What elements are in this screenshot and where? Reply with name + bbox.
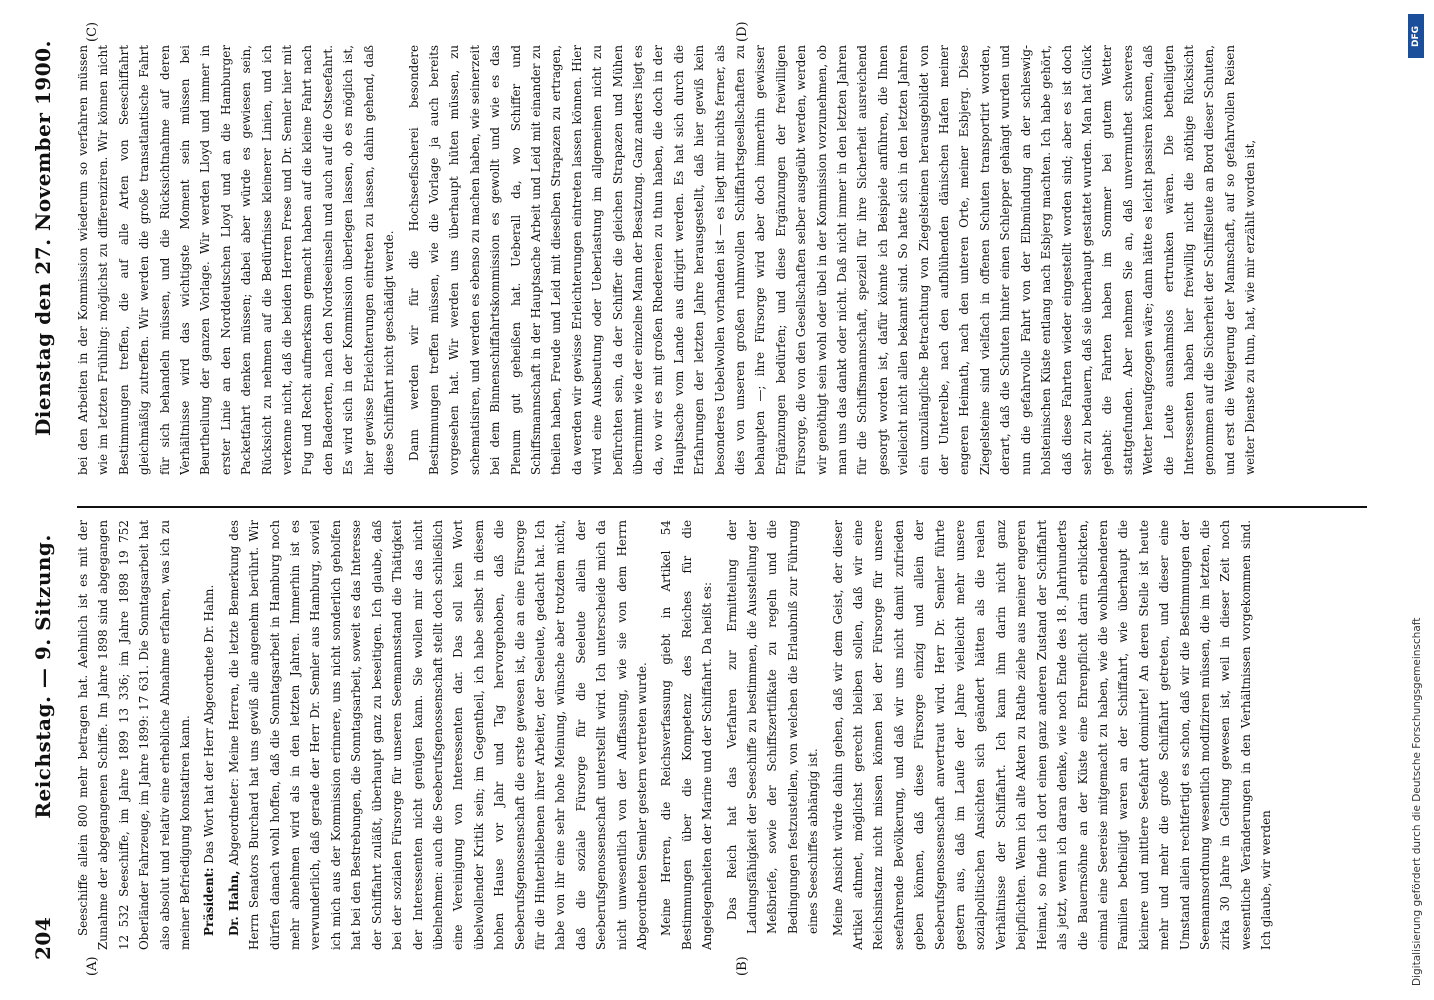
- digitization-credit: Digitalisierung gefördert durch die Deutsche Forschungsgemeinschaft: [1411, 617, 1423, 986]
- column-divider: [77, 506, 1367, 508]
- page-number: 204: [31, 916, 55, 960]
- dfg-logo: DFG: [1408, 14, 1424, 58]
- speaker-paragraph: [199, 520, 219, 950]
- paragraph: bei den Arbeiten in der Kommission wiederum so verfahren müssen wie im letzten Frühling: möglichst zu differenziren. Wir können nicht Bestimmungen treffen, die auf alle Arten von Seeschiffahrt gleichmäßig zutreffen. Wir werden die große transatlantische Fahrt für sich behandeln müssen, und die Rücksichtnahme auf deren Verhältnisse wird das wichtigste Moment sein müssen bei Beurtheilung der ganzen Vorlage. Wir werden Lloyd und immer in erster Linie an den Norddeutschen Lloyd und an die Hamburger Packetfahrt denken müssen; dabei aber würde es gewiesen sein, Rücksicht zu nehmen auf die Bedürfnisse kleinerer Linien, und ich verkenne nicht, daß die beiden Herren Frese und Dr. Semler hier mit Fug und Recht aufmerksam gemacht haben auf die kleine Fahrt nach den Badeorten, nach den Nordseeinseln und auch auf die Ostseefahrt. Es wird sich in der Kommission überlegen lassen, ob es möglich ist, hier gewisse Erleichterungen eintreten zu lassen, dahin gehend, daß diese Schiffahrt nicht geschädigt werde.: [76, 45, 397, 475]
- left-column: [73, 520, 1373, 950]
- speaker-name: Präsident:: [202, 867, 217, 936]
- margin-marker-b: (B): [735, 956, 750, 976]
- margin-marker-d: (D): [735, 21, 750, 42]
- speaker-name: Dr. Hahn,: [226, 870, 241, 936]
- paragraph: Dann werden wir für die Hochseefischerei besondere Bestimmungen treffen müssen, wie die Vorlage ja auch bereits vorgesehen hat. Wir werden uns überhaupt hüten müssen, zu schematisiren, und werden es ebenso zu machen haben, wie seinerzeit bei dem Binnenschiffahrtskommission es gewollt und wie es das Plenum gut geheißen hat. Ueberall da, wo Schiffer und Schiffsmannschaft in der Hauptsache Arbeit und Leid mit einander zu theilen haben, Freude und Leid mit dieselben Strapazen zu ertragen, da werden wir gewisse Erleichterungen eintreten lassen können. Hier wird eine Ausbeutung oder Ueberlastung im allgemeinen nicht zu befürchten sein, da der Schiffer die gleichen Strapazen und Mühen übernimmt wie der einzelne Mann der Besatzung. Ganz anders liegt es da, wo wir es mit großen Rhedereien zu thun haben, die doch in der Hauptsache vom Lande aus dirigirt werden. Es hat sich durch die Erfahrungen der letzten Jahre herausgestellt, daß hier gewiß kein besonderes Uebelwollen vorhanden ist — es liegt mir nichts ferner, als dies von unseren großen ruhmvollen Schiffahrtsgesellschaften zu behaupten —; ihre Fürsorge wird aber doch immerhin gewisser Ergänzungen bedürfen; und diese Ergänzungen der freiwilligen Fürsorge, die von den Gesellschaften selber ausgeübt werden, werden wir genöthigt sein wohl oder übel in der Kommission vorzunehmen, ob man uns das dankt oder nicht. Daß nicht immer in den letzten Jahren für die Schiffsmannschaft, speziell für ihre Sicherheit ausreichend gesorgt worden ist, dafür könnte ich Beispiele anführen, die Ihnen vielleicht nicht allen bekannt sind. So hatte sich in den letzten Jahren ein unzulängliche Betrachtung von Ziegelsteinen herausgebildet von der Unterelbe, nach den aufblühenden dänischen Hafen meiner engeren Heimath, nach den unteren Orte, meiner Esbjerg. Diese Ziegelsteine sind vielfach in offenen Schuten transportirt worden, derart, daß die Schuten hinter einen Schlepper gehängt wurden und nun die gefahrvolle Fahrt von der Elbmündung an der schleswig-holsteinischen Küste entlang nach Esbjerg machten. Ich habe gehört, daß diese Fahrten wieder eingestellt worden sind; aber es ist doch sehr zu bedauern, daß sie überhaupt gestattet wurden. Man hat Glück gehabt: die Fahrten haben im Sommer bei gutem Wetter stattgefunden. Aber nehmen Sie an, daß unvermuthet schweres Wetter heraufgezogen wäre; dann hätte es leicht passiren können, daß die Leute ausnahmslos ertrunken wären. Die betheiligten Interessenten haben hier freiwillig nicht die nöthige Rücksicht genommen auf die Sicherheit der Schiffsleute an Bord dieser Schuten, und erst die Weigerung der Mannschaft, auf so gefahrvollen Reisen weiter Dienste zu thun, hat, wie mir erzählt worden ist,: [406, 45, 1258, 475]
- speaker-paragraph: [224, 520, 653, 950]
- session-date: Dienstag den 27. November 1900.: [31, 40, 55, 437]
- quoted-article: Das Reich hat das Verfahren zur Ermittelung der Ladungsfähigkeit der Seeschiffe zu bestimmen, die Ausstellung der Meßbriefe, sowie der Schiffszertifikate zu regeln und die Bedingungen festzustellen, von welchen die Erlaubniß zur Führung eines Seeschiffes abhängig ist.: [724, 520, 821, 934]
- paragraph: Seeschiffe allein 800 mehr betragen hat. Aehnlich ist es mit der Zunahme der abgegangenen Schiffe. Im Jahre 1898 sind abgegangen 12 532 Seeschiffe, im Jahre 1899 13 336; im Jahre 1898 19 752 Oberländer Fahrzeuge, im Jahre 1899: 17 631. Die Sonntagsarbeit hat also absolut und relativ eine erhebliche Abnahme erfahren, was ich zu meiner Befriedigung konstatiren kann.: [76, 520, 193, 950]
- rotated-page-content: [15, 20, 1395, 980]
- margin-marker-a: (A): [85, 956, 100, 976]
- speech-text: Das Wort hat der Herr Abgeordnete Dr. Hahn.: [202, 584, 217, 864]
- right-column: [73, 45, 1373, 475]
- margin-marker-c: (C): [85, 21, 100, 42]
- page-header: [21, 40, 65, 960]
- speech-text: Abgeordneter: Meine Herren, die letzte Bemerkung des Herrn Senators Burchard hat uns gewiß alle angenehm berührt. Wir dürfen danach wohl hoffen, daß die Sonntagsarbeit in Hamburg noch mehr abnehmen wird als in den letzten Jahren. Immerhin ist es verwunderlich, daß gerade der Herr Dr. Semler aus Hamburg, soviel ich mich aus der Kommission erinnere, uns nicht sonderlich geholfen hat bei den Bestrebungen, die Sonntagsarbeit, soweit es das Interesse der Schiffahrt zuläßt, überhaupt ganz zu beseitigen. Ich glaube, daß bei der sozialen Fürsorge für unseren Seemannsstand die Thätigkeit der Interessenten nicht genügen kann. Sie wollen mir das nicht übelnehmen: auch die Seeberufsgenossenschaft stellt doch schließlich eine Vereinigung von Interessenten dar. Das soll kein Wort übelwollender Kritik sein; im Gegentheil, ich habe selbst in diesem hohen Hause vor Jahr und Tag hervorgehoben, daß die Seeberufsgenossenschaft die erste gewesen ist, die an eine Fürsorge für die Hinterbliebenen ihrer Arbeiter, der Seeleute, gedacht hat. Ich habe von ihr eine sehr hohe Meinung, wünsche aber trotzdem nicht, daß die soziale Fürsorge für die Seeleute allein der Seeberufsgenossenschaft unterstellt wird. Ich unterscheide mich da nicht unwesentlich von der Auffassung, wie sie von dem Herrn Abgeordneten Semler gestern vertreten wurde.: [226, 520, 649, 950]
- paragraph: Meine Ansicht würde dahin gehen, daß wir dem Geist, der dieser Artikel athmet, möglichst gerecht bleiben sollen, daß wir eine Reichsinstanz nicht missen können bei der Fürsorge für unsere seefahrende Bevölkerung, und daß wir uns nicht damit zufrieden geben können, daß diese Fürsorge einzig und allein der Seeberufsgenossenschaft anvertraut wird. Herr Dr. Semler führte gestern aus, daß im Laufe der Jahre vielleicht mehr unsere sozialpolitischen Ansichten sich geändert hätten als die realen Verhältnisse der Schiffahrt. Ich kann ihm darin nicht ganz beipflichten. Wenn ich alte Akten zu Rathe ziehe aus meiner engeren Heimat, so finde ich dort einen ganz anderen Zustand der Schiffahrt als jetzt, wenn ich daran denke, wie noch Ende des 18. Jahrhunderts die Bauernsöhne an der Küste eine Ehrenpflicht darin erblickten, einmal eine Seereise mitgemacht zu haben, wie die wohlhabenderen Familien betheiligt waren an der Schiffahrt, wie überhaupt die kleinere und mittlere Seefahrt dominirte! An deren Stelle ist heute mehr und mehr die große Schiffahrt getreten, und dieser eine Umstand allein rechtfertigt es schon, daß wir die Bestimmungen der Seemannsordnung wesentlich modifiziren müssen, die im letzten, die zirka 30 Jahre in Geltung gewesen ist, weil in dieser Zeit noch wesentliche Veränderungen in den Verhältnissen vorgekommen sind. Ich glaube, wir werden: [830, 520, 1274, 950]
- digitization-sidebar: [1408, 6, 1430, 994]
- session-title: Reichstag. — 9. Sitzung.: [31, 534, 55, 819]
- paragraph: Meine Herren, die Reichsverfassung giebt in Artikel 54 Bestimmungen über die Kompetenz des Reiches für die Angelegenheiten der Marine und der Schiffahrt. Da heißt es:: [659, 520, 715, 950]
